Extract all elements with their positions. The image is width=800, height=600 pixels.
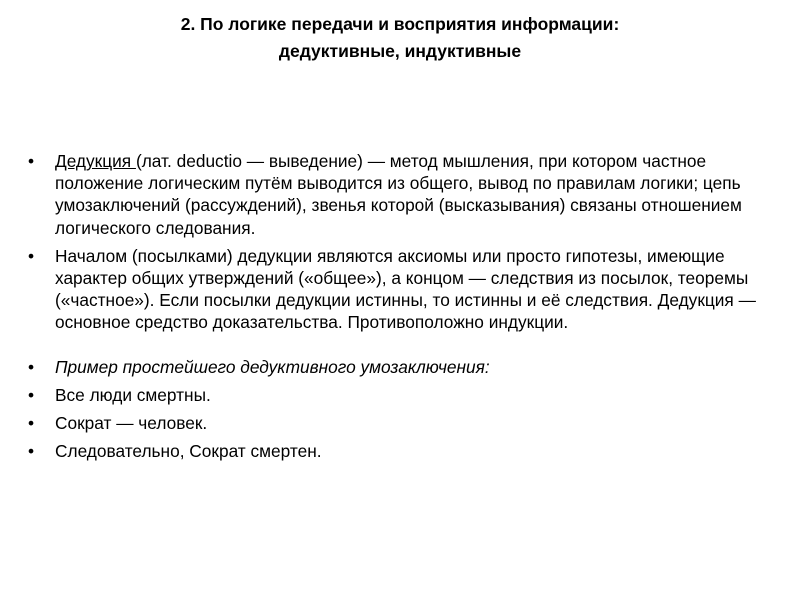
slide-title-line-2: дедуктивные, индуктивные: [278, 41, 522, 61]
term-deduction: Дедукция: [55, 151, 136, 171]
deduction-premises-text: Началом (посылками) дедукции являются аксиомы или просто гипотезы, имеющие характер общих утверждений («общее»), а концом — следствия из посылок, теоремы («частное»). Если посылки дедукции истинны, то истинны и её следствия. Дедукция — основное средство доказательства. Противоположно индукции.: [55, 245, 756, 333]
example-heading-text: Пример простейшего дедуктивного умозаключения:: [55, 356, 490, 377]
example-conclusion-text: Следовательно, Сократ смертен.: [55, 441, 322, 462]
example-premise-2-text: Сократ — человек.: [55, 413, 208, 434]
bullet-deduction-definition: [28, 150, 796, 239]
bullet-deduction-premises: [28, 245, 796, 334]
bullet-example-conclusion: [28, 440, 796, 462]
bullet-example-heading: [28, 356, 796, 378]
example-premise-1-text: Все люди смертны.: [55, 384, 211, 405]
slide-title-line-1: 2. По логике передачи и восприятия информации:: [180, 14, 620, 34]
bullet-list: [28, 150, 796, 468]
bullet-example-premise-1: [28, 384, 796, 406]
bullet-example-premise-2: [28, 412, 796, 434]
slide-title: [0, 11, 800, 65]
deduction-definition-text: (лат. deductio — выведение) — метод мышления, при котором частное положение логическим путём выводится из общего, вывод по правилам логики; цепь умозаключений (рассуждений), звенья которой (высказывания) связаны отношением логического следования.: [55, 151, 742, 238]
